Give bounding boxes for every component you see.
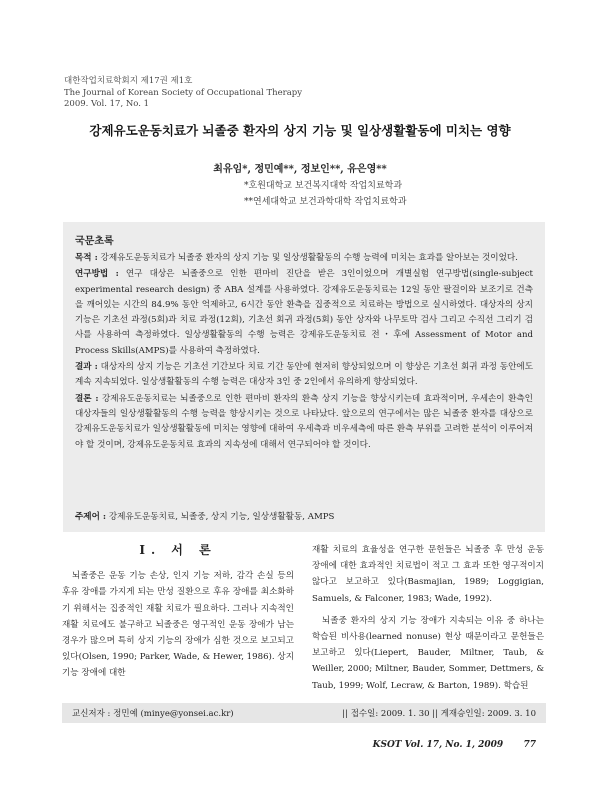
- abstract-results-text: 대상자의 상지 기능은 기초선 기간보다 치료 기간 동안에 현저히 향상되었으며 이 향상은 기초선 회귀 과정 동안에도 계속 지속되었다. 일상생활활동의 수행 능력은 대상자 3인 중 2인에서 유의하게 향상되었다.: [75, 362, 533, 388]
- abstract-methods-label: 연구방법 :: [75, 269, 119, 280]
- body-paragraph: 뇌졸중 환자의 상지 기능 장애가 지속되는 이유 중 하나는 학습된 비사용(learned nonuse) 현상 때문이라고 문헌들은 보고하고 있다(Liepert, Bauder, Miltner, Taub, & Weiller, 2000; Miltner, Bauder, Sommer, Dettmers, & Taub, 1999; Wolf, Lecraw, & Barton, 1989). 학습된: [312, 615, 544, 691]
- corresponding-author: 교신저자 : 정민예 (minye@yonsei.ac.kr): [72, 709, 234, 719]
- keywords-line: [75, 510, 334, 522]
- body-paragraph: 뇌졸중은 운동 기능 손상, 인지 기능 저하, 감각 손실 등의 후유 장애를 가지게 되는 만성 질환으로 후유 장애를 최소화하기 위해서는 집중적인 재활 치료가 필요하다. 그러나 지속적인 재활 치료에도 불구하고 뇌졸중은 영구적인 운동 장애가 남는 경우가 많으며 특히 상지 기능의 장애가 심한 것으로 보고되고 있다(Olsen, 1990; Parker, Wade, & Hewer, 1986). 상지 기능 장애에 대한: [62, 571, 294, 679]
- page-footer: [373, 740, 536, 750]
- body-right-column: [312, 542, 544, 694]
- correspondence-footer: [62, 703, 546, 723]
- body-paragraph: 재활 치료의 효율성을 연구한 문헌들은 뇌졸중 후 만성 운동 장애에 대한 효과적인 치료법이 적고 그 효과 또한 영구적이지 않다고 보고하고 있다(Basmajian, 1989; Loggigian, Samuels, & Falconer, 1983; Wade, 1992).: [312, 545, 544, 604]
- abstract-box: [63, 222, 545, 532]
- abstract-results: [75, 360, 533, 391]
- affiliation-2: **연세대학교 보건과학대학 작업치료학과: [244, 197, 407, 207]
- keywords-label: 주제어 :: [75, 512, 107, 522]
- abstract-conclusion-label: 결론 :: [75, 393, 99, 404]
- abstract-results-label: 결과 :: [75, 362, 98, 373]
- abstract-heading: 국문초록: [75, 236, 114, 247]
- keywords-text: 강제유도운동치료, 뇌졸중, 상지 기능, 일상생활활동, AMPS: [108, 512, 335, 522]
- abstract-purpose-text: 강제유도운동치료가 뇌졸중 환자의 상지 기능 및 일상생활활동의 수행 능력에 미치는 효과를 알아보는 것이었다.: [100, 253, 518, 263]
- abstract-conclusion: [75, 392, 533, 453]
- abstract-methods: [75, 267, 533, 359]
- paper-title: 강제유도운동치료가 뇌졸중 환자의 상지 기능 및 일상생활활동에 미치는 영향: [89, 123, 511, 138]
- abstract-purpose: [75, 251, 533, 266]
- author-list: 최유임*, 정민예**, 정보인**, 유은영**: [213, 164, 387, 175]
- section-heading-introduction: Ⅰ. 서 론: [139, 543, 217, 557]
- abstract-conclusion-text: 강제유도운동치료는 뇌졸중으로 인한 편마비 환자의 환측 상지 기능을 향상시키는데 효과적이며, 우세손이 환측인 대상자들의 일상생활활동의 수행 능력을 향상시키는 것으로 나타났다. 앞으로의 연구에서는 많은 뇌졸중 환자를 대상으로 강제유도운동치료가 일상생활활동에 미치는 영향에 대하여 우세측과 비우세측에 따른 환측 부위를 고려한 분석이 이루어져야 할 것이며, 강제유도운동치료 효과의 지속성에 대해서 연구되어야 할 것이다.: [75, 393, 533, 450]
- journal-citation: KSOT Vol. 17, No. 1, 2009: [372, 740, 504, 750]
- abstract-methods-text: 연구 대상은 뇌졸중으로 인한 편마비 진단을 받은 3인이었으며 개별실험 연구방법(single-subject experimental research design) 중 ABA 설계를 사용하였다. 강제유도운동치료는 12일 동안 팔걸이와 보조기로 건측을 깨어있는 시간의 84.9% 동안 억제하고, 6시간 동안 환측을 집중적으로 치료하는 방법으로 실시하였다. 대상자의 상지 기능은 기초선 과정(5회)과 치료 과정(12회), 기초선 회귀 과정(5회) 동안 상자와 나무토막 검사 그리고 수직선 그리기 검사를 사용하여 측정하였다. 일상생활활동의 수행 능력은 강제유도운동치료 전・후에 Assessment of Motor and Process Skills(AMPS)를 사용하여 측정하였다.: [75, 269, 533, 356]
- page-number: 77: [523, 740, 536, 750]
- abstract-purpose-label: 목적 :: [75, 253, 98, 263]
- affiliation-1: *호원대학교 보건복지대학 작업치료학과: [244, 181, 403, 191]
- journal-title-english: The Journal of Korean Society of Occupational Therapy: [64, 87, 303, 98]
- submission-dates: || 접수일: 2009. 1. 30 || 게재승인일: 2009. 3. 10: [342, 709, 536, 719]
- body-left-column: [62, 540, 294, 682]
- journal-header: [64, 76, 302, 111]
- journal-title-korean: 대한작업치료학회지 제17권 제1호: [64, 76, 193, 86]
- journal-volume: 2009. Vol. 17, No. 1: [64, 99, 150, 109]
